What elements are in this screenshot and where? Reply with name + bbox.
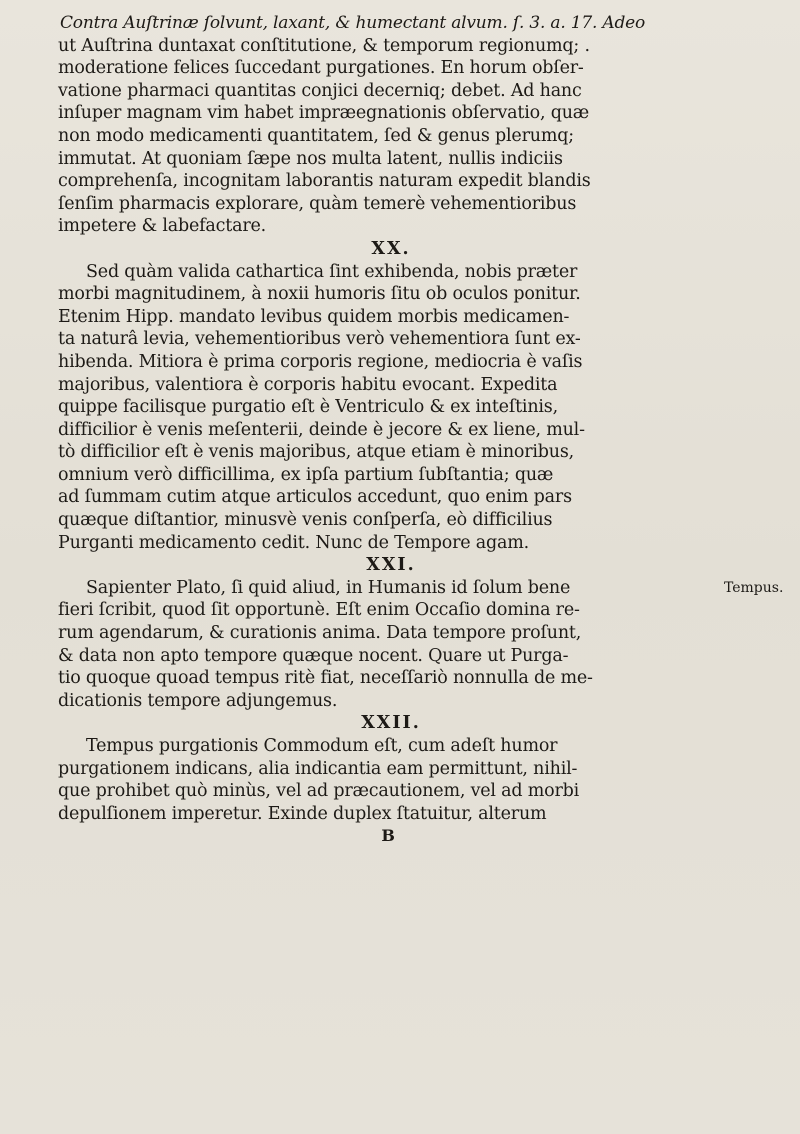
section-number: XX. bbox=[371, 238, 411, 259]
text-line: non modo medicamenti quantitatem, ſed & genus plerumq; bbox=[58, 125, 574, 146]
text-line: comprehenſa, incognitam laborantis naturam expedit blandis bbox=[58, 171, 591, 192]
section-number: XXII. bbox=[361, 713, 421, 734]
text-line: & data non apto tempore quæque nocent. Quare ut Purga- bbox=[58, 645, 569, 666]
text-line: immutat. At quoniam ſæpe nos multa latent, nullis indiciis bbox=[58, 148, 563, 169]
text-line: purgationem indicans, alia indicantia eam permittunt, nihil- bbox=[58, 758, 578, 779]
text-line: inſuper magnam vim habet impræegnationis obſervatio, quæ bbox=[58, 103, 590, 124]
text-line: hibenda. Mitiora è prima corporis regione, mediocria è vaſis bbox=[58, 351, 583, 372]
margin-note: Tempus. bbox=[724, 580, 784, 596]
text-line: ad ſummam cutim atque articulos accedunt, quo enim pars bbox=[58, 487, 572, 508]
text-line: tò difficilior eſt è venis majoribus, atque etiam è minoribus, bbox=[58, 442, 575, 463]
text-line: tio quoque quoad tempus ritè fiat, neceſſariò nonnulla de me- bbox=[58, 668, 593, 689]
signature-mark: B bbox=[381, 826, 395, 846]
body-text bbox=[58, 12, 718, 848]
text-line: depulſionem imperetur. Exinde duplex ſtatuitur, alterum bbox=[58, 803, 547, 824]
text-line: omnium verò difficillima, ex ipſa partium ſubſtantia; quæ bbox=[58, 464, 554, 485]
text-line: Purganti medicamento cedit. Nunc de Tempore agam. bbox=[58, 532, 530, 553]
text-line: rum agendarum, & curationis anima. Data tempore proſunt, bbox=[58, 623, 582, 644]
text-line: Sapienter Plato, ſi quid aliud, in Humanis id ſolum bene bbox=[86, 577, 571, 598]
text-line: quæque diſtantior, minusvè venis conſperſa, eò difficilius bbox=[58, 510, 553, 531]
text-line: Sed quàm valida cathartica ſint exhibenda, nobis præter bbox=[86, 261, 578, 282]
text-line: quippe facilisque purgatio eſt è Ventriculo & ex inteſtinis, bbox=[58, 397, 558, 418]
text-line: difficilior è venis meſenterii, deinde è jecore & ex liene, mul- bbox=[58, 419, 585, 440]
text-line: vatione pharmaci quantitas conjici decerniq; debet. Ad hanc bbox=[58, 80, 582, 101]
text-line: moderatione felices ſuccedant purgationes. En horum obſer- bbox=[58, 58, 584, 79]
text-line: dicationis tempore adjungemus. bbox=[58, 690, 338, 711]
text-line: ut Auſtrina duntaxat conſtitutione, & temporum regionumq; . bbox=[58, 35, 590, 56]
text-line: ſenſim pharmacis explorare, quàm temerè vehementioribus bbox=[58, 193, 577, 214]
text-line: ta naturâ levia, vehementioribus verò vehementiora ſunt ex- bbox=[58, 329, 581, 350]
running-header: Contra Auſtrinæ ſolvunt, laxant, & humectant alvum. ſ. 3. a. 17. Adeo bbox=[60, 13, 646, 33]
text-line: Tempus purgationis Commodum eſt, cum adeſt humor bbox=[86, 736, 558, 756]
text-line: majoribus, valentiora è corporis habitu evocant. Expedita bbox=[58, 374, 558, 395]
text-line: impetere & labefactare. bbox=[58, 216, 267, 237]
text-line: Etenim Hipp. mandato levibus quidem morbis medicamen- bbox=[58, 306, 570, 327]
text-line: fieri ſcribit, quod ſit opportunè. Eſt enim Occaſio domina re- bbox=[58, 600, 580, 621]
text-line: morbi magnitudinem, à noxii humoris ſitu ob oculos ponitur. bbox=[58, 284, 581, 305]
section-number: XXI. bbox=[366, 555, 416, 576]
text-line: que prohibet quò minùs, vel ad præcautionem, vel ad morbi bbox=[58, 781, 580, 802]
